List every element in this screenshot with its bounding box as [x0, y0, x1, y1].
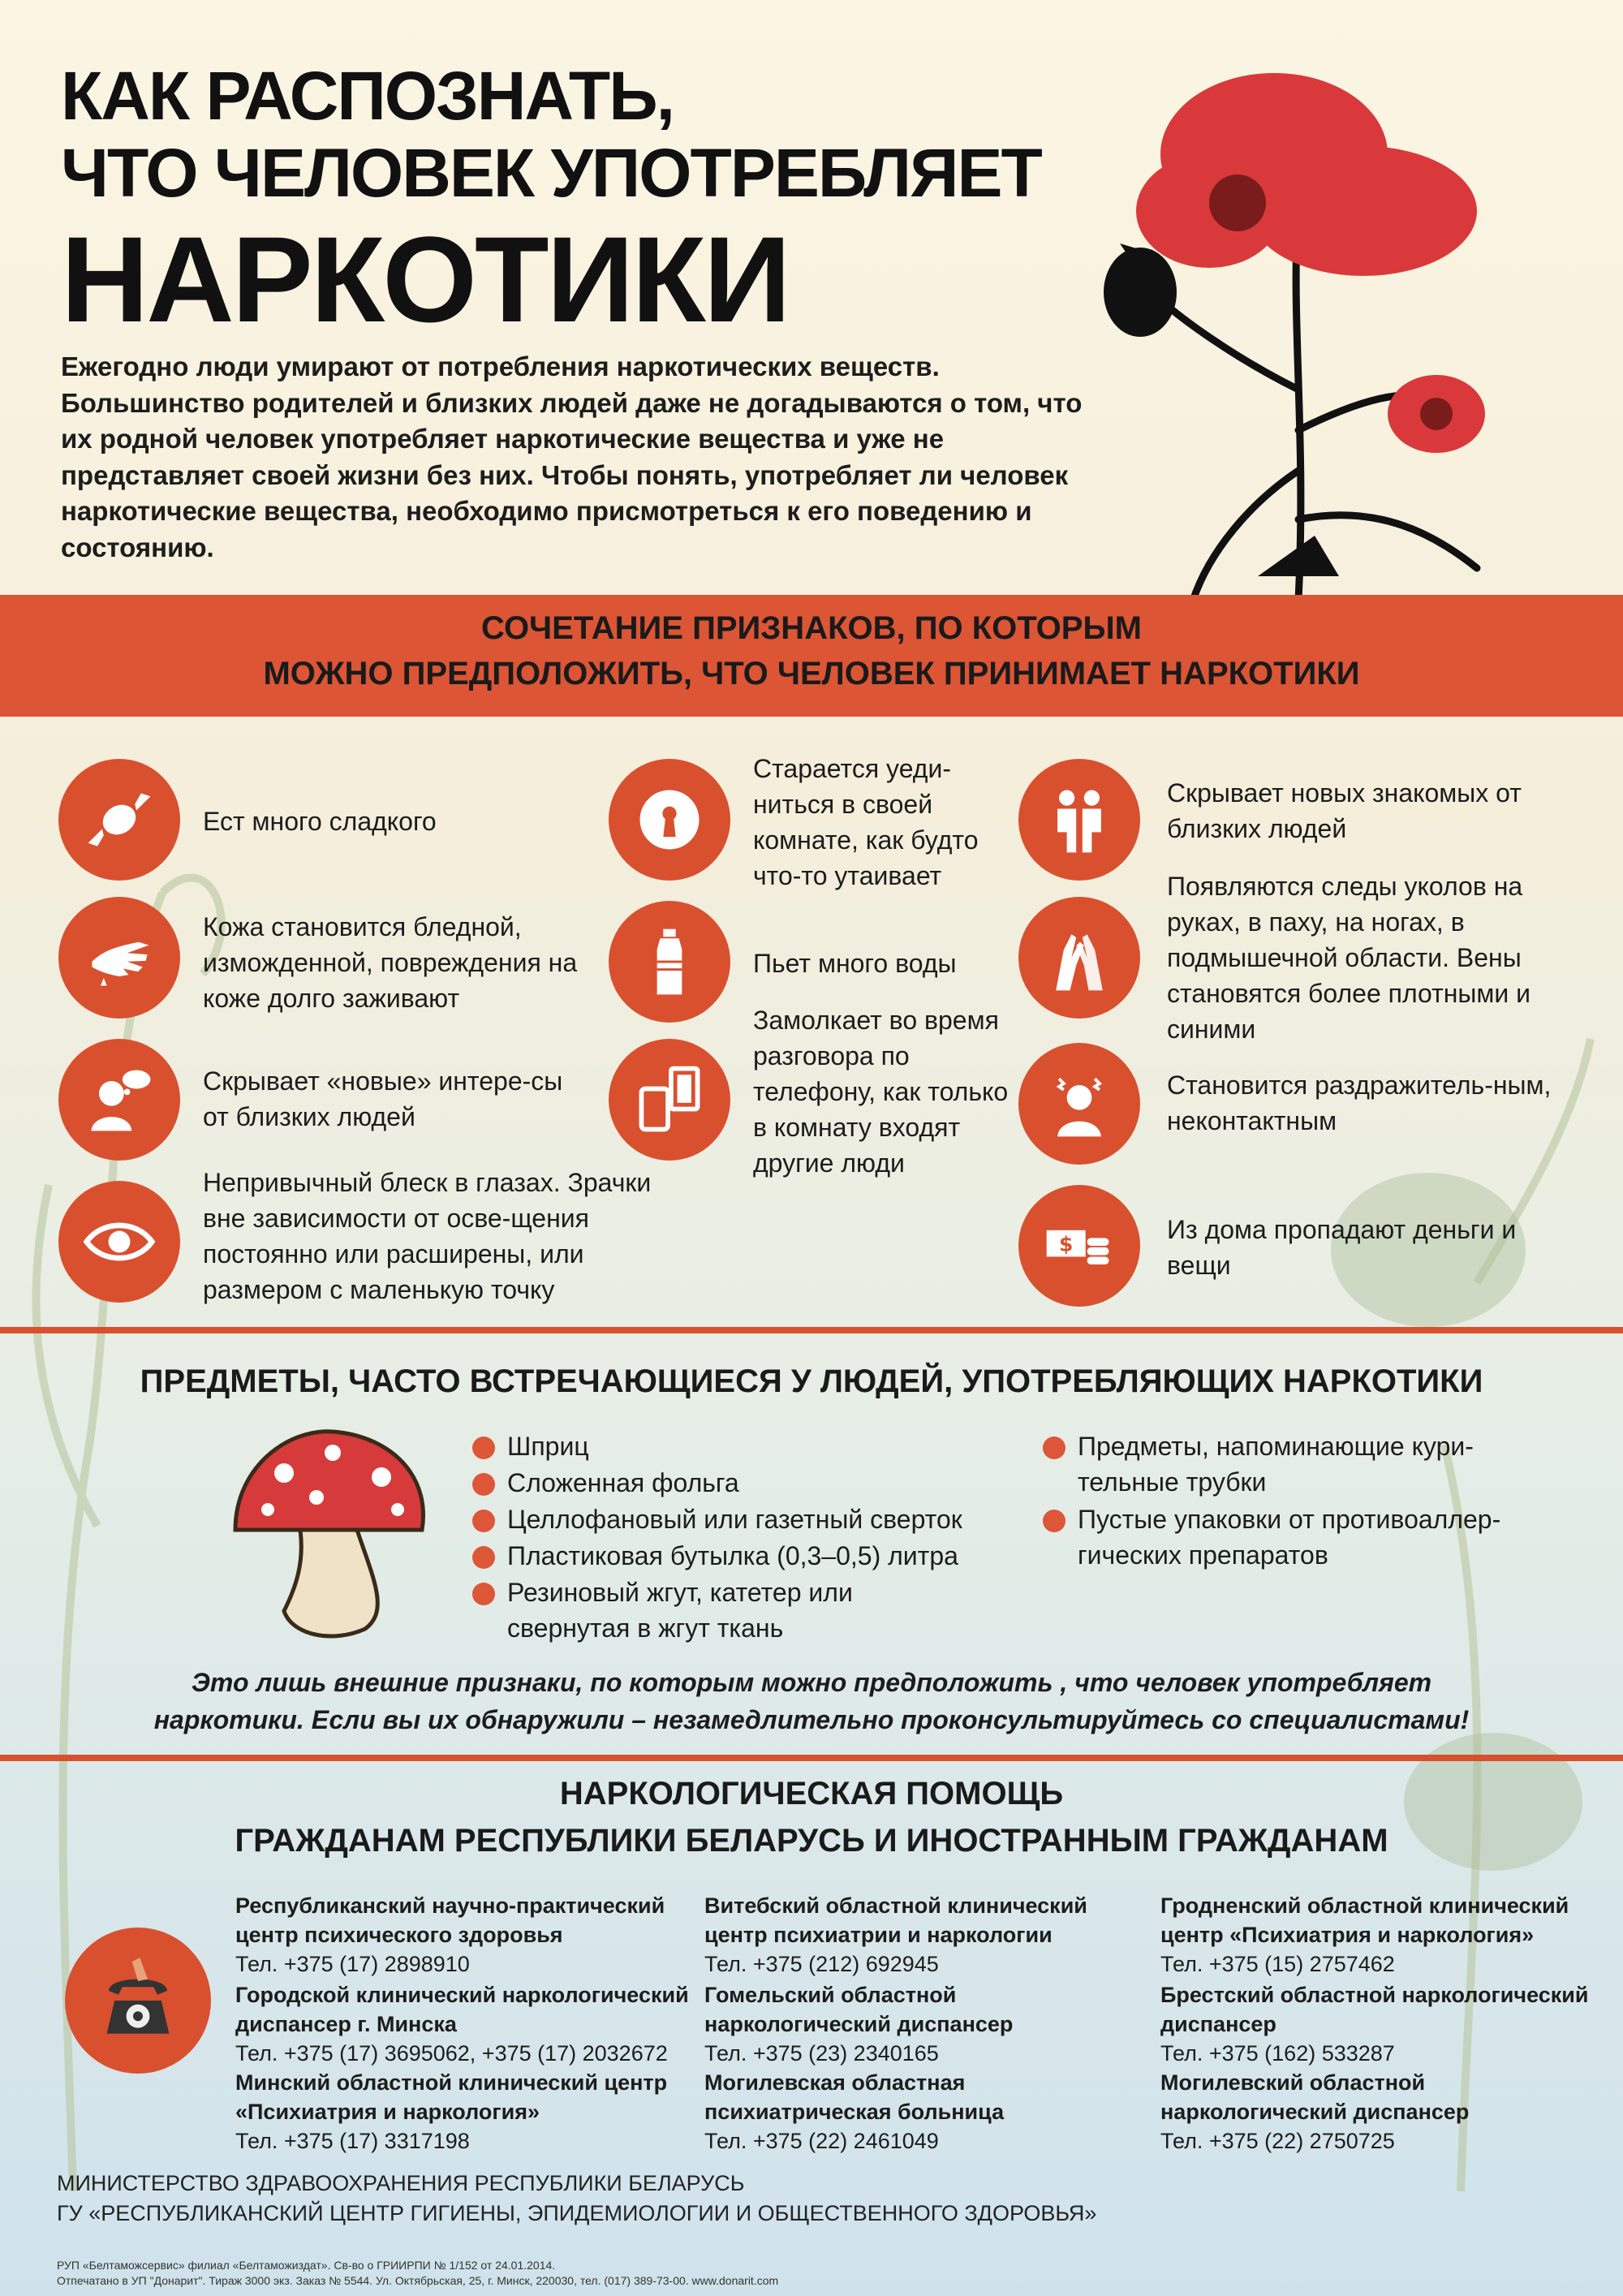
- org-name: Республиканский научно-практический центр психического здоровья: [235, 1893, 665, 1947]
- org-phone: Тел. +375 (162) 533287: [1160, 2041, 1395, 2066]
- telephone-icon: [65, 1928, 211, 2074]
- help-section-title-line1: НАРКОЛОГИЧЕСКАЯ ПОМОЩЬ: [559, 1776, 1064, 1811]
- sign-text: Появляются следы уколов на руках, в паху, на ногах, в подмышечной области. Вены становятся более плотными и синими: [1167, 872, 1531, 1044]
- item-label: Шприц: [507, 1432, 589, 1461]
- org-phone: Тел. +375 (22) 2461049: [704, 2129, 939, 2153]
- warning-note-line2: наркотики. Если вы их обнаружили – незамедлительно проконсультируйтесь со специалистами!: [153, 1705, 1470, 1734]
- item-label: Целлофановый или газетный сверток: [507, 1505, 962, 1534]
- item-label: Предметы, напоминающие кури-тельные трубки: [1078, 1432, 1474, 1497]
- bullet-dot: [1043, 1437, 1065, 1459]
- items-section-title: ПРЕДМЕТЫ, ЧАСТО ВСТРЕЧАЮЩИЕСЯ У ЛЮДЕЙ, УПОТРЕБЛЯЮЩИХ НАРКОТИКИ: [140, 1363, 1483, 1399]
- thinking-person-icon: [58, 1039, 180, 1161]
- bullet-dot: [472, 1510, 495, 1532]
- help-section-title-line2: ГРАЖДАНАМ РЕСПУБЛИКИ БЕЛАРУСЬ И ИНОСТРАННЫМ ГРАЖДАНАМ: [235, 1823, 1388, 1859]
- help-org: [1160, 2068, 1599, 2156]
- irritated-person-icon: [1018, 1043, 1140, 1165]
- sign-text: Кожа становится бледной, изможденной, повреждения на коже долго заживают: [203, 912, 578, 1013]
- help-org: [704, 1980, 1143, 2068]
- org-phone: Тел. +375 (23) 2340165: [704, 2041, 939, 2066]
- sign-text: Непривычный блеск в глазах. Зрачки вне зависимости от осве-щения постоянно или расширены, или размером с маленькую точку: [203, 1168, 652, 1304]
- org-name: Гродненский областной клинический центр «Психиатрия и наркология»: [1160, 1893, 1569, 1947]
- org-name: Минский областной клинический центр «Психиатрия и наркология»: [235, 2070, 668, 2124]
- section-divider: [0, 1327, 1623, 1333]
- help-org: [1160, 1980, 1599, 2068]
- bullet-dot: [472, 1437, 495, 1459]
- help-org: [235, 1980, 690, 2068]
- sign-text: Старается уеди-ниться в своей комнате, как будто что-то утаивает: [753, 754, 979, 890]
- help-org: [1160, 1891, 1599, 1979]
- ministry-line: МИНИСТЕРСТВО ЗДРАВООХРАНЕНИЯ РЕСПУБЛИКИ БЕЛАРУСЬ: [57, 2171, 745, 2195]
- page-title-line2: ЧТО ЧЕЛОВЕК УПОТРЕБЛЯЕТ: [61, 135, 1041, 211]
- org-name: Витебский областной клинический центр психиатрии и наркологии: [704, 1893, 1087, 1947]
- svg-text:$: $: [1058, 1232, 1074, 1256]
- signs-section-title-line2: МОЖНО ПРЕДПОЛОЖИТЬ, ЧТО ЧЕЛОВЕК ПРИНИМАЕТ НАРКОТИКИ: [263, 656, 1360, 691]
- org-phone: Тел. +375 (17) 2898910: [235, 1952, 470, 1976]
- page-title-line1: КАК РАСПОЗНАТЬ,: [61, 58, 674, 134]
- sign-text: Из дома пропадают деньги и вещи: [1167, 1215, 1517, 1280]
- section-divider: [0, 1755, 1623, 1761]
- bullet-dot: [472, 1546, 495, 1569]
- page-title-line3: НАРКОТИКИ: [61, 211, 789, 347]
- help-org: [235, 1891, 690, 1979]
- print-info-line2: Отпечатано в УП "Донарит". Тираж 3000 экз. Заказ № 5544. Ул. Октябрьская, 25, г. Минск, 220030, тел. (017) 389-73-00. www.donarit.com: [57, 2274, 779, 2287]
- help-org: [704, 2068, 1143, 2156]
- signs-section-title-line1: СОЧЕТАНИЕ ПРИЗНАКОВ, ПО КОТОРЫМ: [481, 610, 1142, 646]
- mushroom-illustration: [227, 1416, 430, 1643]
- item-label: Пластиковая бутылка (0,3–0,5) литра: [507, 1541, 958, 1570]
- org-phone: Тел. +375 (15) 2757462: [1160, 1952, 1395, 1976]
- hand-icon: [58, 897, 180, 1019]
- center-line: ГУ «РЕСПУБЛИКАНСКИЙ ЦЕНТР ГИГИЕНЫ, ЭПИДЕМИОЛОГИИ И ОБЩЕСТВЕННОГО ЗДОРОВЬЯ»: [57, 2201, 1097, 2225]
- help-org: [704, 1891, 1143, 1979]
- sign-text: Становится раздражитель-ным, неконтактным: [1167, 1070, 1552, 1135]
- bullet-dot: [472, 1583, 495, 1605]
- org-name: Городской клинический наркологический диспансер г. Минска: [235, 1983, 689, 2036]
- water-bottle-icon: [609, 901, 730, 1023]
- money-icon: [1018, 1185, 1140, 1307]
- help-org: [235, 2068, 690, 2156]
- item-label: Резиновый жгут, катетер или свернутая в жгут ткань: [507, 1578, 853, 1643]
- item-label: Сложенная фольга: [507, 1468, 739, 1497]
- arms-icon: [1018, 897, 1140, 1019]
- sign-text: Ест много сладкого: [203, 807, 437, 836]
- org-name: Брестский областной наркологический диспансер: [1160, 1983, 1589, 2036]
- sign-text: Скрывает новых знакомых от близких людей: [1167, 778, 1522, 843]
- item-label: Пустые упаковки от противоаллер-гических препаратов: [1078, 1505, 1501, 1570]
- poppy-illustration: [1055, 49, 1558, 601]
- eye-icon: [58, 1181, 180, 1303]
- print-info-line1: РУП «Белтаможсервис» филиал «Белтаможиздат». Св-во о ГРИИРПИ № 1/152 от 24.01.2014.: [57, 2259, 556, 2272]
- sign-text: Пьет много воды: [753, 949, 957, 978]
- keyhole-icon: [609, 759, 730, 881]
- bullet-dot: [472, 1473, 495, 1496]
- org-name: Гомельский областной наркологический диспансер: [704, 1983, 1014, 2036]
- org-phone: Тел. +375 (17) 3695062, +375 (17) 2032672: [235, 2041, 668, 2066]
- candy-icon: [58, 759, 180, 881]
- sign-text: Замолкает во время разговора по телефону, как только в комнату входят другие люди: [753, 1006, 1009, 1178]
- intro-paragraph: Ежегодно люди умирают от потребления наркотических веществ. Большинство родителей и близких людей даже не догадываются о том, что их родной человек употребляет наркотические вещества и уже не представляет своей жизни без них. Чтобы понять, употребляет ли человек наркотические вещества, необходимо присмотреться к его поведению и состоянию.: [61, 351, 1083, 562]
- org-phone: Тел. +375 (212) 692945: [704, 1952, 939, 1976]
- org-phone: Тел. +375 (22) 2750725: [1160, 2129, 1395, 2153]
- people-hugging-icon: [1018, 759, 1140, 881]
- warning-note-line1: Это лишь внешние признаки, по которым можно предположить , что человек употребляет: [191, 1668, 1432, 1697]
- org-name: Могилевский областной наркологический диспансер: [1160, 2070, 1470, 2124]
- phone-icon: [609, 1039, 730, 1161]
- org-phone: Тел. +375 (17) 3317198: [235, 2129, 470, 2153]
- sign-text: Скрывает «новые» интере-сы от близких людей: [203, 1066, 563, 1131]
- bullet-dot: [1043, 1510, 1065, 1532]
- org-name: Могилевская областная психиатрическая больница: [704, 2070, 1005, 2124]
